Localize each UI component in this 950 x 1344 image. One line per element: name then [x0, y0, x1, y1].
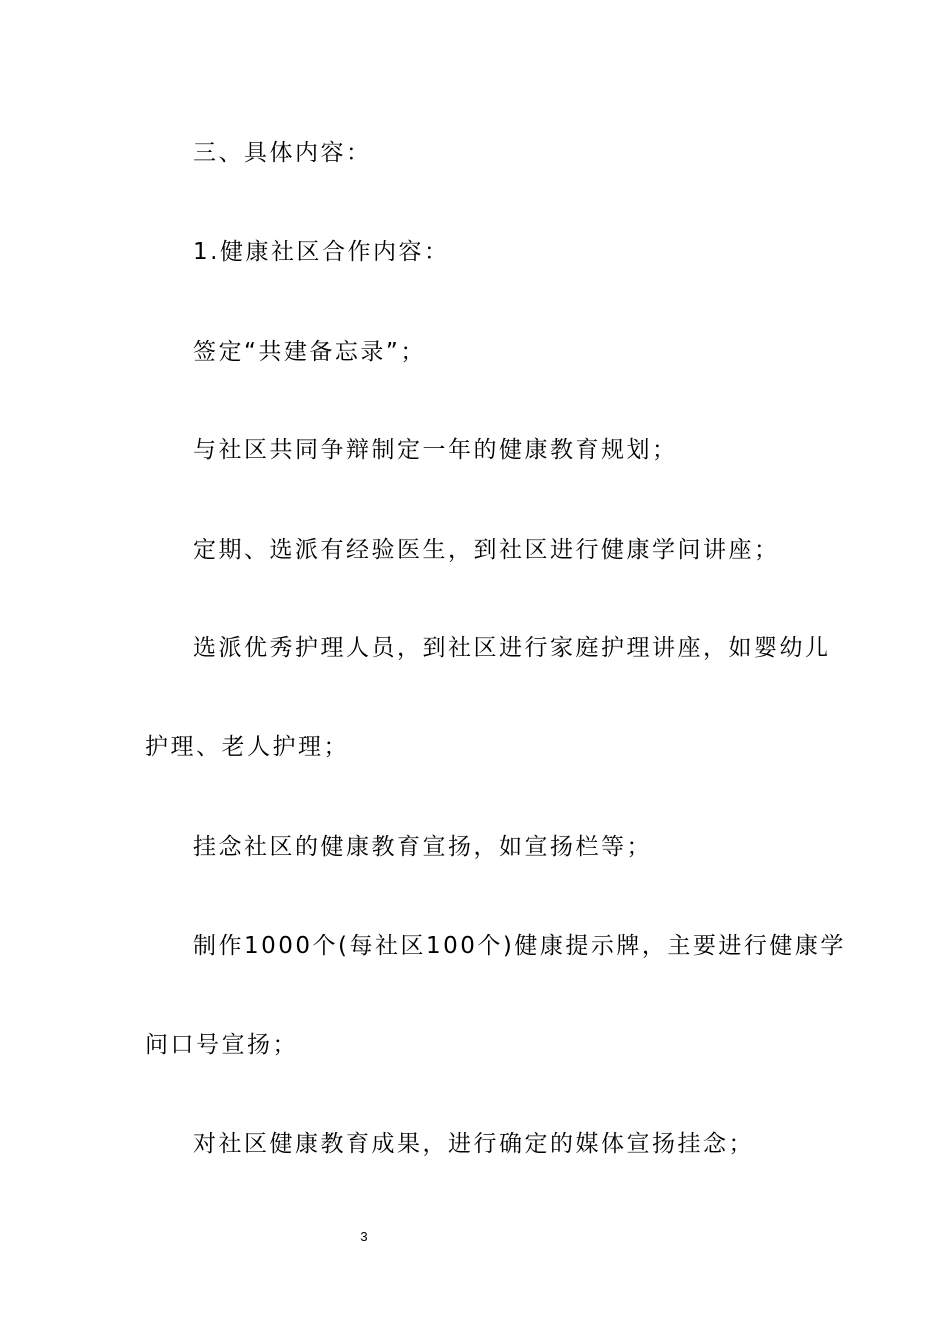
- paragraph-line: 与社区共同争辩制定一年的健康教育规划；: [193, 437, 678, 463]
- paragraph-line: 定期、选派有经验医生，到社区进行健康学问讲座；: [193, 537, 780, 563]
- paragraph-line-continuation: 问口号宣扬；: [145, 1032, 298, 1058]
- section-heading: 三、具体内容：: [193, 140, 372, 166]
- paragraph-line: 挂念社区的健康教育宣扬，如宣扬栏等；: [193, 834, 652, 860]
- page-number: 3: [360, 1229, 368, 1244]
- paragraph-line-continuation: 护理、老人护理；: [145, 734, 349, 760]
- paragraph-line: 签定“共建备忘录”；: [193, 339, 426, 365]
- paragraph-line: 选派优秀护理人员，到社区进行家庭护理讲座，如婴幼儿: [193, 635, 831, 661]
- paragraph-line: 对社区健康教育成果，进行确定的媒体宣扬挂念；: [193, 1131, 754, 1157]
- subsection-heading: 1.健康社区合作内容：: [193, 239, 450, 265]
- paragraph-line: 制作1000个(每社区100个)健康提示牌，主要进行健康学: [193, 933, 846, 959]
